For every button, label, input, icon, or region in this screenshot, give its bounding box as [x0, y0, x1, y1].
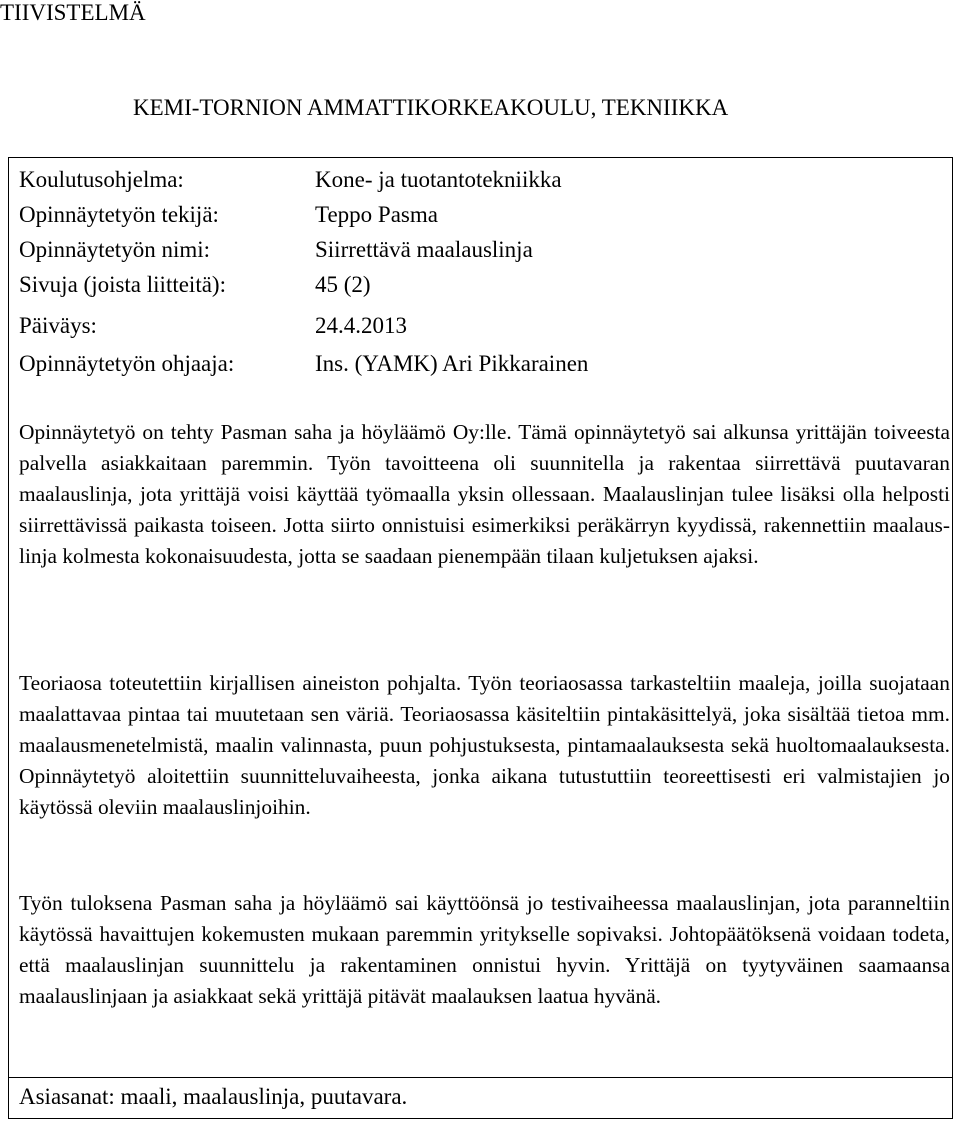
programme-label: Koulutusohjelma: — [19, 167, 184, 192]
date-label: Päiväys: — [19, 313, 97, 338]
keywords: Asiasanat: maali, maalauslinja, puutavara. — [19, 1084, 408, 1109]
abstract-paragraph-2: Teoriaosa toteutettiin kirjallisen aineiston pohjalta. Työn teoriaosassa tarkasteltiin maaleja, joilla suojataan maalattavaa pintaa tai muutetaan sen väriä. Teoriaosassa käsiteltiin pintakäsittelyä, joka sisältää tietoa mm. maalausmenetelmistä, maalin valinnasta, puun pohjustuksesta, pintamaalauksesta sekä huoltomaalauksesta. Opinnäytetyö aloitettiin suunnitteluvaiheesta, jonka aikana tutustuttiin teoreettisesti eri valmistajien jo käytössä oleviin maalauslinjoihin. — [19, 671, 950, 819]
thesis-title-value: Siirrettävä maalauslinja — [315, 237, 533, 262]
abstract-paragraph-3: Työn tuloksena Pasman saha ja höyläämö sai käyttöönsä jo testivaiheessa maalauslinjan, jota paranneltiin käytössä havaittujen kokemusten mukaan paremmin yritykselle sopivaksi. Johtopäätöksenä voidaan todeta, että maalauslinjan suunnittelu ja rakentaminen onnistui hyvin. Yrittäjä on tyytyväinen saamaansa maalauslinjaan ja asiakkaat sekä yrittäjä pitävät maalauksen laatua hyvänä. — [19, 891, 950, 1008]
institution-name: KEMI-TORNION AMMATTIKORKEAKOULU, TEKNIIKKA — [133, 95, 729, 120]
keywords-divider — [8, 1077, 953, 1078]
date-value: 24.4.2013 — [315, 313, 407, 338]
document-heading: TIIVISTELMÄ — [0, 0, 146, 25]
author-value: Teppo Pasma — [315, 202, 438, 227]
abstract-paragraph-1: Opinnäytetyö on tehty Pasman saha ja höyläämö Oy:lle. Tämä opinnäytetyö sai alkunsa yrittäjän toiveesta palvella asiakkaitaan paremmin. Työn tavoitteena oli suunnitella ja rakentaa siirrettävä puutavaran maalauslinja, jota yrittäjä voisi käyttää työmaalla yksin ollessaan. Maalauslinjan tulee lisäksi olla helposti siirrettävissä paikasta toiseen. Jotta siirto onnistuisi esimerkiksi peräkärryn kyydissä, rakennettiin maalauslinja kolmesta kokonaisuudesta, jotta se saadaan pienempään tilaan kuljetuksen ajaksi. — [19, 420, 950, 568]
author-label: Opinnäytetyön tekijä: — [19, 202, 219, 227]
pages-value: 45 (2) — [315, 272, 371, 297]
thesis-title-label: Opinnäytetyön nimi: — [19, 237, 211, 262]
programme-value: Kone- ja tuotantotekniikka — [315, 167, 562, 192]
supervisor-value: Ins. (YAMK) Ari Pikkarainen — [315, 351, 589, 376]
pages-label: Sivuja (joista liitteitä): — [19, 272, 226, 297]
supervisor-label: Opinnäytetyön ohjaaja: — [19, 351, 235, 376]
